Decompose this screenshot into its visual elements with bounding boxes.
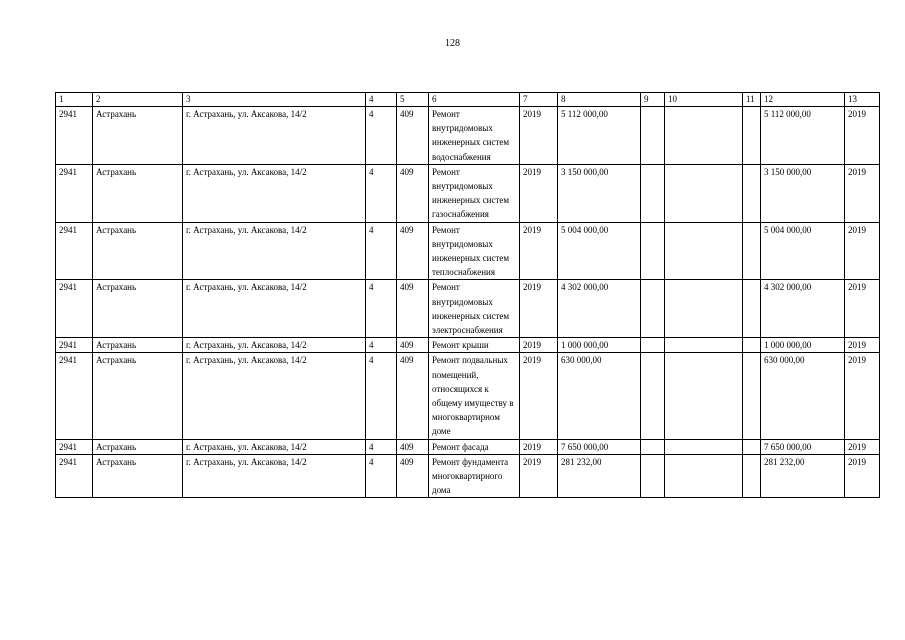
id-cell: 2941 — [56, 454, 93, 498]
col4-cell: 4 — [366, 439, 397, 454]
register-table — [55, 92, 880, 498]
year-end-cell: 2019 — [845, 107, 880, 165]
amount-cell: 1 000 000,00 — [558, 338, 641, 353]
municipality-cell: Астрахань — [93, 338, 183, 353]
total-amount-cell: 5 112 000,00 — [761, 107, 845, 165]
address-cell: г. Астрахань, ул. Аксакова, 14/2 — [183, 280, 366, 338]
col9-cell — [641, 338, 665, 353]
table-row — [56, 439, 880, 454]
year-cell: 2019 — [520, 280, 558, 338]
total-amount-cell: 5 004 000,00 — [761, 222, 845, 280]
header-row — [56, 93, 880, 107]
work-type-cell: Ремонт фундамента многоквартирного дома — [429, 454, 520, 498]
table-row — [56, 107, 880, 165]
address-cell: г. Астрахань, ул. Аксакова, 14/2 — [183, 338, 366, 353]
work-type-cell: Ремонт крыши — [429, 338, 520, 353]
address-cell: г. Астрахань, ул. Аксакова, 14/2 — [183, 353, 366, 439]
amount-cell: 3 150 000,00 — [558, 164, 641, 222]
year-cell: 2019 — [520, 439, 558, 454]
year-cell: 2019 — [520, 107, 558, 165]
header-cell: 9 — [641, 93, 665, 107]
page-number: 128 — [445, 38, 460, 49]
work-type-cell: Ремонт внутридомовых инженерных систем водоснабжения — [429, 107, 520, 165]
col9-cell — [641, 107, 665, 165]
work-type-cell: Ремонт внутридомовых инженерных систем теплоснабжения — [429, 222, 520, 280]
year-end-cell: 2019 — [845, 280, 880, 338]
total-amount-cell: 281 232,00 — [761, 454, 845, 498]
col5-cell: 409 — [397, 107, 429, 165]
col5-cell: 409 — [397, 338, 429, 353]
col4-cell: 4 — [366, 280, 397, 338]
header-cell: 4 — [366, 93, 397, 107]
header-cell: 8 — [558, 93, 641, 107]
header-cell: 6 — [429, 93, 520, 107]
header-cell: 11 — [743, 93, 761, 107]
work-type-cell: Ремонт фасада — [429, 439, 520, 454]
col4-cell: 4 — [366, 222, 397, 280]
municipality-cell: Астрахань — [93, 439, 183, 454]
col9-cell — [641, 353, 665, 439]
col10-cell — [665, 338, 743, 353]
header-cell: 3 — [183, 93, 366, 107]
col4-cell: 4 — [366, 164, 397, 222]
header-cell: 10 — [665, 93, 743, 107]
col10-cell — [665, 222, 743, 280]
amount-cell: 5 112 000,00 — [558, 107, 641, 165]
year-cell: 2019 — [520, 353, 558, 439]
col11-cell — [743, 280, 761, 338]
work-type-cell: Ремонт подвальных помещений, относящихся к общему имуществу в многоквартирном доме — [429, 353, 520, 439]
municipality-cell: Астрахань — [93, 222, 183, 280]
col5-cell: 409 — [397, 454, 429, 498]
municipality-cell: Астрахань — [93, 164, 183, 222]
col10-cell — [665, 439, 743, 454]
col4-cell: 4 — [366, 107, 397, 165]
col11-cell — [743, 454, 761, 498]
col9-cell — [641, 454, 665, 498]
col10-cell — [665, 280, 743, 338]
id-cell: 2941 — [56, 107, 93, 165]
col9-cell — [641, 164, 665, 222]
header-cell: 2 — [93, 93, 183, 107]
col11-cell — [743, 164, 761, 222]
col9-cell — [641, 222, 665, 280]
year-end-cell: 2019 — [845, 164, 880, 222]
year-cell: 2019 — [520, 454, 558, 498]
col11-cell — [743, 439, 761, 454]
table-row — [56, 280, 880, 338]
municipality-cell: Астрахань — [93, 107, 183, 165]
address-cell: г. Астрахань, ул. Аксакова, 14/2 — [183, 454, 366, 498]
col5-cell: 409 — [397, 280, 429, 338]
header-cell: 1 — [56, 93, 93, 107]
total-amount-cell: 3 150 000,00 — [761, 164, 845, 222]
header-cell: 7 — [520, 93, 558, 107]
municipality-cell: Астрахань — [93, 353, 183, 439]
col10-cell — [665, 454, 743, 498]
id-cell: 2941 — [56, 280, 93, 338]
year-end-cell: 2019 — [845, 353, 880, 439]
id-cell: 2941 — [56, 338, 93, 353]
work-type-cell: Ремонт внутридомовых инженерных систем газоснабжения — [429, 164, 520, 222]
year-end-cell: 2019 — [845, 222, 880, 280]
id-cell: 2941 — [56, 164, 93, 222]
amount-cell: 630 000,00 — [558, 353, 641, 439]
total-amount-cell: 1 000 000,00 — [761, 338, 845, 353]
amount-cell: 4 302 000,00 — [558, 280, 641, 338]
municipality-cell: Астрахань — [93, 280, 183, 338]
address-cell: г. Астрахань, ул. Аксакова, 14/2 — [183, 107, 366, 165]
header-cell: 5 — [397, 93, 429, 107]
col5-cell: 409 — [397, 439, 429, 454]
col10-cell — [665, 107, 743, 165]
work-type-cell: Ремонт внутридомовых инженерных систем электроснабжения — [429, 280, 520, 338]
table-row — [56, 454, 880, 498]
col4-cell: 4 — [366, 454, 397, 498]
col11-cell — [743, 107, 761, 165]
id-cell: 2941 — [56, 222, 93, 280]
year-end-cell: 2019 — [845, 454, 880, 498]
col4-cell: 4 — [366, 353, 397, 439]
col5-cell: 409 — [397, 353, 429, 439]
total-amount-cell: 4 302 000,00 — [761, 280, 845, 338]
table-row — [56, 338, 880, 353]
amount-cell: 7 650 000,00 — [558, 439, 641, 454]
table-row — [56, 353, 880, 439]
table-row — [56, 164, 880, 222]
table-body — [56, 93, 880, 498]
col5-cell: 409 — [397, 222, 429, 280]
col11-cell — [743, 353, 761, 439]
col10-cell — [665, 353, 743, 439]
year-end-cell: 2019 — [845, 338, 880, 353]
col9-cell — [641, 280, 665, 338]
col10-cell — [665, 164, 743, 222]
year-end-cell: 2019 — [845, 439, 880, 454]
amount-cell: 281 232,00 — [558, 454, 641, 498]
header-cell: 12 — [761, 93, 845, 107]
address-cell: г. Астрахань, ул. Аксакова, 14/2 — [183, 222, 366, 280]
municipality-cell: Астрахань — [93, 454, 183, 498]
total-amount-cell: 7 650 000,00 — [761, 439, 845, 454]
year-cell: 2019 — [520, 222, 558, 280]
amount-cell: 5 004 000,00 — [558, 222, 641, 280]
id-cell: 2941 — [56, 439, 93, 454]
col11-cell — [743, 222, 761, 280]
col9-cell — [641, 439, 665, 454]
address-cell: г. Астрахань, ул. Аксакова, 14/2 — [183, 164, 366, 222]
col5-cell: 409 — [397, 164, 429, 222]
col11-cell — [743, 338, 761, 353]
header-cell: 13 — [845, 93, 880, 107]
total-amount-cell: 630 000,00 — [761, 353, 845, 439]
id-cell: 2941 — [56, 353, 93, 439]
year-cell: 2019 — [520, 164, 558, 222]
table-row — [56, 222, 880, 280]
year-cell: 2019 — [520, 338, 558, 353]
col4-cell: 4 — [366, 338, 397, 353]
address-cell: г. Астрахань, ул. Аксакова, 14/2 — [183, 439, 366, 454]
